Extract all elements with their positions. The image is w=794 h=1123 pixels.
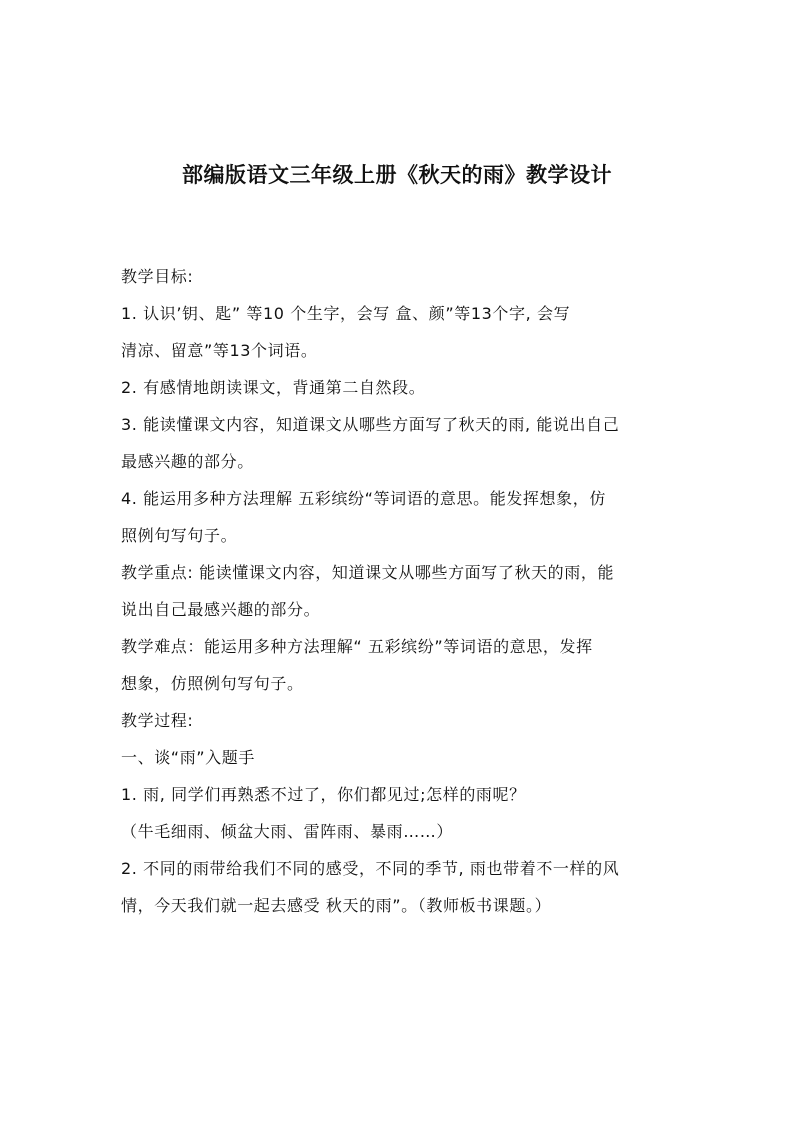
paragraph-line: 4. 能运用多种方法理解 五彩缤纷“等词语的意思。能发挥想象，仿 [121,489,606,508]
difficulties-line: 想象，仿照例句写句子。 [121,674,304,693]
subsection-heading: 一、谈“雨”入题手 [121,748,255,767]
paragraph-line: 3. 能读懂课文内容，知道课文从哪些方面写了秋天的雨, 能说出自己 [121,415,620,434]
section-heading-process: 教学过程: [121,711,194,730]
document-title: 部编版语文三年级上册《秋天的雨》教学设计 [182,163,612,187]
difficulties-line: 教学难点：能运用多种方法理解“ 五彩缤纷”等词语的意思，发挥 [121,637,593,656]
paragraph-line: 情，今天我们就一起去感受 秋天的雨”。（教师板书课题。） [121,896,552,915]
paragraph-line: 清凉、留意”等13个词语。 [121,341,318,360]
key-points-line: 教学重点: 能读懂课文内容，知道课文从哪些方面写了秋天的雨，能 [121,563,615,582]
key-points-line: 说出自己最感兴趣的部分。 [121,600,321,619]
paragraph-line: 2. 有感情地朗读课文，背通第二自然段。 [121,378,426,397]
paragraph-line: 最感兴趣的部分。 [121,452,254,471]
document-body [121,258,681,924]
paragraph-line: 1. 雨, 同学们再熟悉不过了，你们都见过;怎样的雨呢？ [121,785,526,804]
paragraph-line: 2. 不同的雨带给我们不同的感受，不同的季节, 雨也带着不一样的风 [121,859,620,878]
paragraph-line: 1. 认识’钥、匙” 等10 个生字，会写 盒、颜”等13个字, 会写 [121,304,571,323]
section-heading-objectives: 教学目标: [121,267,194,286]
paragraph-line: （牛毛细雨、倾盆大雨、雷阵雨、暴雨……） [121,822,454,841]
paragraph-line: 照例句写句子。 [121,526,238,545]
